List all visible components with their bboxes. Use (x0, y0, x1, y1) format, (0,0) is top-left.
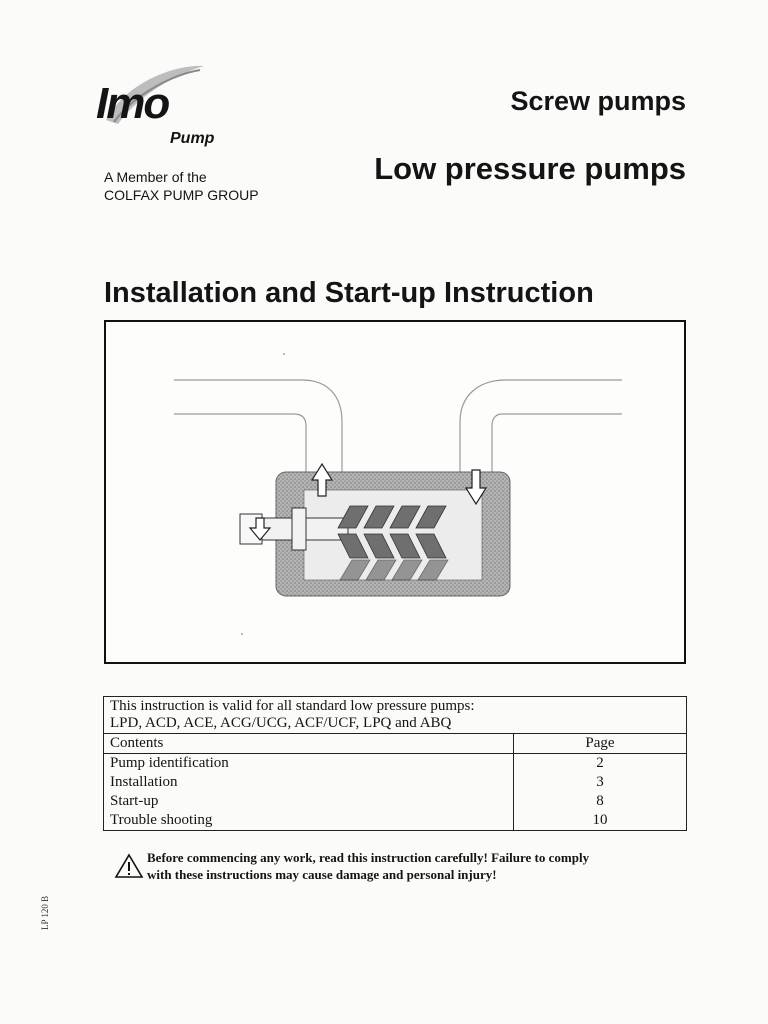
table-row (104, 773, 687, 792)
member-text (104, 168, 259, 204)
table-row (104, 811, 687, 831)
validity-line-1: This instruction is valid for all standard low pressure pumps: (110, 698, 475, 714)
member-line-1: A Member of the (104, 169, 207, 185)
row-page: 8 (514, 792, 687, 811)
row-page: 2 (514, 754, 687, 774)
member-line-2: COLFAX PUMP GROUP (104, 187, 259, 203)
document-code: LP 120 B (40, 895, 50, 930)
imo-logo (96, 62, 236, 152)
logo-sub: Pump (170, 130, 215, 147)
warning-line-2: with these instructions may cause damage and personal injury! (147, 867, 497, 882)
table-row (104, 754, 687, 774)
warning-line-1: Before commencing any work, read this instruction carefully! Failure to comply (147, 850, 590, 865)
page-header: Page (514, 734, 687, 754)
row-page: 10 (514, 811, 687, 831)
pump-diagram-frame (104, 320, 686, 664)
contents-header: Contents (104, 734, 514, 754)
warning-text (147, 849, 687, 883)
pump-diagram (106, 322, 684, 662)
table-row (104, 792, 687, 811)
outlet-pipe (460, 380, 622, 478)
contents-header-row (104, 734, 687, 754)
logo-mark: Imo (96, 79, 169, 128)
inlet-pipe (174, 380, 342, 478)
row-label: Pump identification (104, 754, 514, 774)
page-title: Installation and Start-up Instruction (104, 277, 594, 309)
contents-table (103, 696, 687, 831)
title-low-pressure-pumps: Low pressure pumps (374, 151, 686, 186)
row-label: Installation (104, 773, 514, 792)
row-label: Trouble shooting (104, 811, 514, 831)
validity-row (104, 697, 687, 734)
warning-triangle-icon (114, 852, 144, 880)
title-screw-pumps: Screw pumps (510, 86, 686, 116)
row-page: 3 (514, 773, 687, 792)
row-label: Start-up (104, 792, 514, 811)
validity-line-2: LPD, ACD, ACE, ACG/UCG, ACF/UCF, LPQ and ABQ (110, 715, 452, 731)
